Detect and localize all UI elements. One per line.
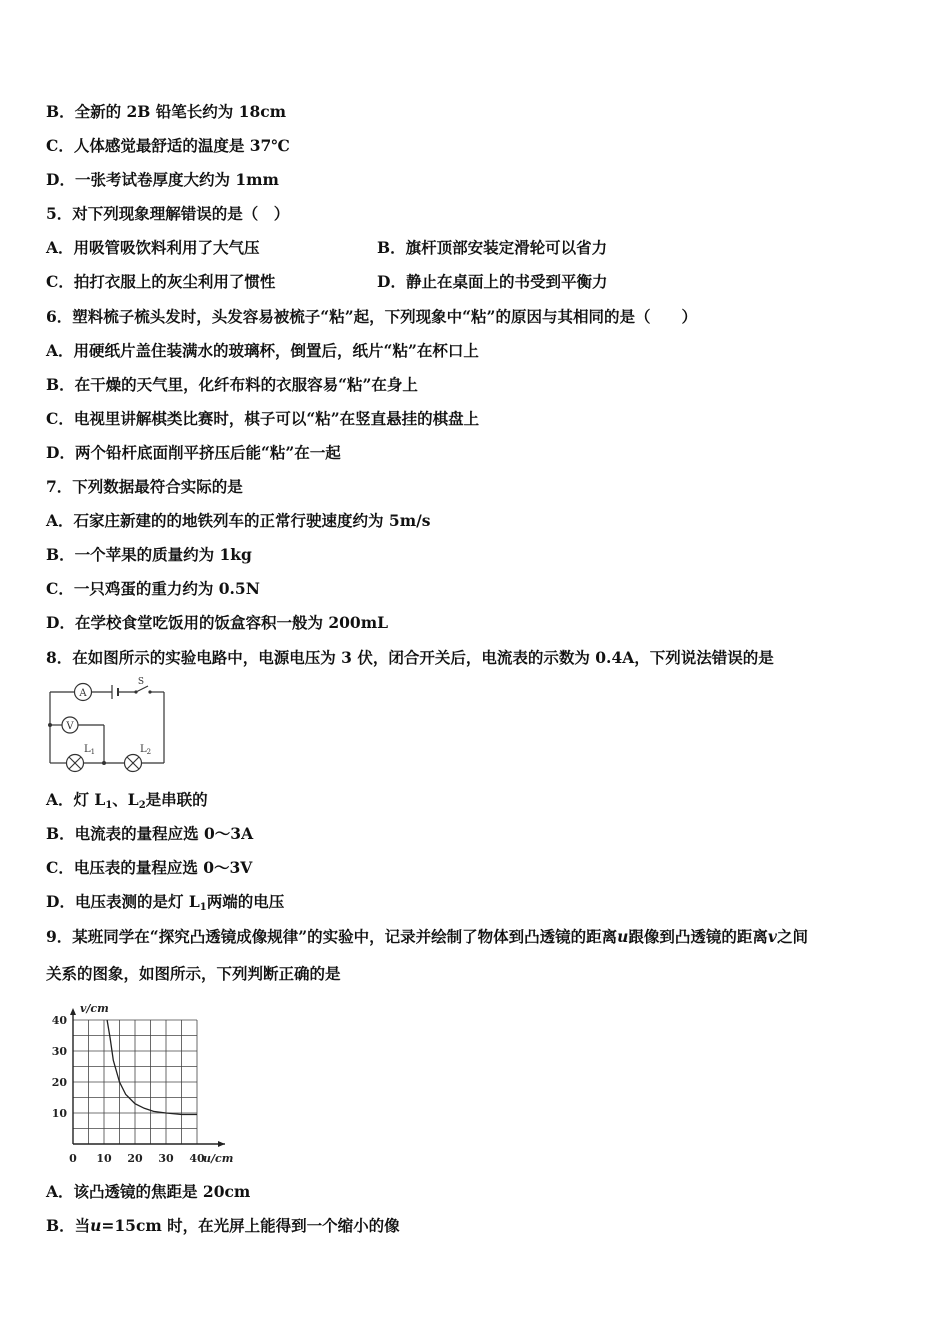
q9-stem-line2: 关系的图象，如图所示，下列判断正确的是 <box>46 964 341 983</box>
lens-graph <box>40 998 250 1170</box>
switch-label: S <box>137 677 145 687</box>
q5-option-d: D．静止在桌面上的书受到平衡力 <box>377 272 608 291</box>
q8-stem: 8．在如图所示的实验电路中，电源电压为 3 伏，闭合开关后，电流表的示数为 0.4A，下列说法错误的是 <box>46 648 774 667</box>
q5-option-b: B．旗杆顶部安装定滑轮可以省力 <box>377 238 608 257</box>
lamp-l2-symbol <box>125 755 142 772</box>
x-tick-label: 40 <box>189 1152 205 1165</box>
q7-option-c: C．一只鸡蛋的重力约为 0.5N <box>46 579 260 598</box>
y-tick-label: 30 <box>51 1045 67 1058</box>
lamp-l2-label: $L_2$ <box>140 744 152 756</box>
q9-option-a: A．该凸透镜的焦距是 20cm <box>46 1182 251 1201</box>
q5-stem: 5．对下列现象理解错误的是（ ） <box>46 204 290 223</box>
voltmeter-label: V <box>66 721 74 732</box>
q5-option-c: C．拍打衣服上的灰尘利用了惯性 <box>46 272 276 291</box>
x-axis-arrow <box>218 1141 225 1147</box>
circuit-diagram <box>40 676 175 776</box>
q6-stem: 6．塑料梳子梳头发时，头发容易被梳子“粘”起，下列现象中“粘”的原因与其相同的是（ ） <box>46 307 697 326</box>
x-tick-label: 30 <box>158 1152 174 1165</box>
q8-option-a: A．灯 $L_1$、$L_2$是串联的 <box>46 790 208 811</box>
q7-stem: 7．下列数据最符合实际的是 <box>46 477 243 496</box>
q9-option-b: B．当u=15cm 时，在光屏上能得到一个缩小的像 <box>46 1216 400 1235</box>
ammeter-label: A <box>79 688 87 699</box>
series-line <box>107 1020 197 1115</box>
y-axis-label: v/cm <box>80 1002 109 1015</box>
y-tick-label: 10 <box>51 1107 67 1120</box>
lamp-l1-label: $L_1$ <box>84 744 96 756</box>
q7-option-a: A．石家庄新建的的地铁列车的正常行驶速度约为 5m/s <box>46 511 431 530</box>
q8-option-d: D．电压表测的是灯 $L_1$两端的电压 <box>46 892 285 913</box>
q8-option-b: B．电流表的量程应选 0～3A <box>46 824 254 843</box>
q4-option-b: B．全新的 2B 铅笔长约为 18cm <box>46 102 287 121</box>
q7-option-d: D．在学校食堂吃饭用的饭盒容积一般为 200mL <box>46 613 388 632</box>
q7-option-b: B．一个苹果的质量约为 1kg <box>46 545 252 564</box>
lamp-l1-symbol <box>67 755 84 772</box>
x-axis-label: u/cm <box>203 1152 234 1165</box>
q4-option-c: C．人体感觉最舒适的温度是 37℃ <box>46 136 290 155</box>
y-axis-arrow <box>70 1008 76 1015</box>
q6-option-c: C．电视里讲解棋类比赛时，棋子可以“粘”在竖直悬挂的棋盘上 <box>46 409 480 428</box>
x-tick-label: 10 <box>96 1152 112 1165</box>
q5-option-a: A．用吸管吸饮料利用了大气压 <box>46 238 260 257</box>
q9-stem-line1: 9．某班同学在“探究凸透镜成像规律”的实验中，记录并绘制了物体到凸透镜的距离u跟像到凸透镜的距离v之间 <box>46 927 808 946</box>
q4-option-d: D．一张考试卷厚度大约为 1mm <box>46 170 279 189</box>
q8-option-c: C．电压表的量程应选 0～3V <box>46 858 253 877</box>
q6-option-d: D．两个铅杆底面削平挤压后能“粘”在一起 <box>46 443 341 462</box>
y-tick-label: 40 <box>51 1014 67 1027</box>
q6-option-a: A．用硬纸片盖住装满水的玻璃杯，倒置后，纸片“粘”在杯口上 <box>46 341 479 360</box>
q6-option-b: B．在干燥的天气里，化纤布料的衣服容易“粘”在身上 <box>46 375 418 394</box>
x-tick-label: 0 <box>69 1152 77 1165</box>
y-tick-label: 20 <box>51 1076 67 1089</box>
x-tick-label: 20 <box>127 1152 143 1165</box>
